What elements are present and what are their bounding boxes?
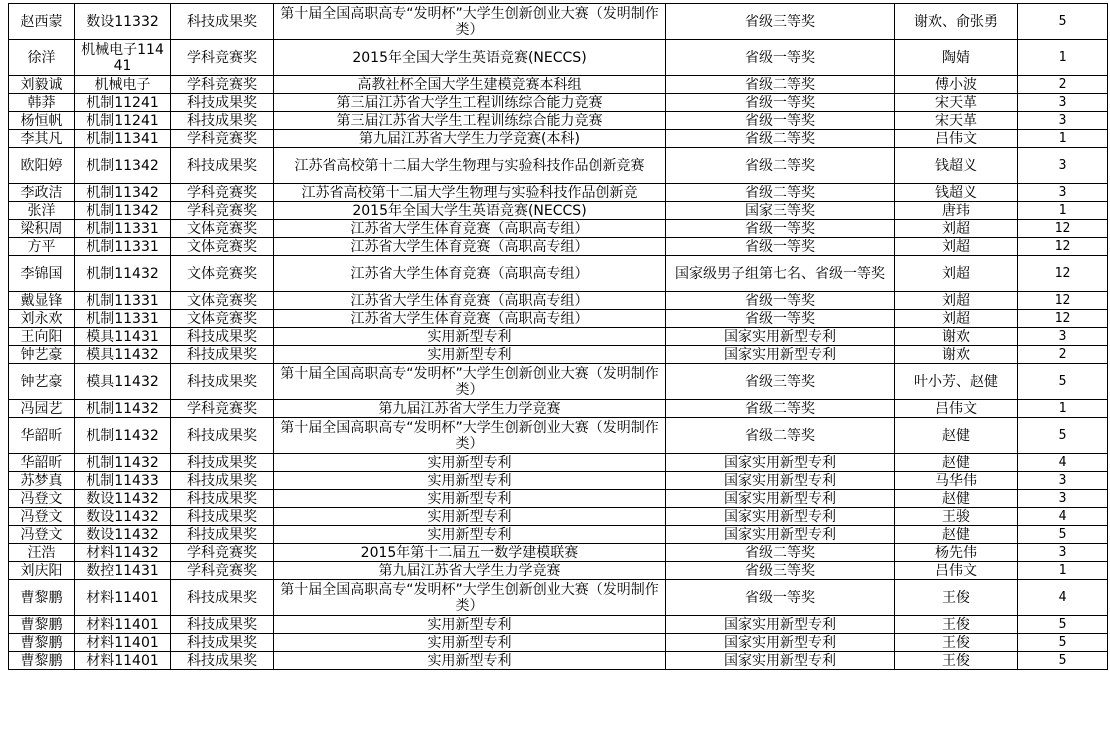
- competition-cell: 第十届全国高职高专“发明杯”大学生创新创业大赛（发明制作类）: [274, 418, 666, 454]
- award-type-cell: 科技成果奖: [171, 328, 274, 346]
- advisor-cell: 唐玮: [895, 202, 1018, 220]
- advisor-cell: 王俊: [895, 616, 1018, 634]
- score-cell: 3: [1018, 490, 1108, 508]
- score-cell: 5: [1018, 634, 1108, 652]
- table-row: [9, 472, 1108, 490]
- competition-cell: 第三届江苏省大学生工程训练综合能力竞赛: [274, 94, 666, 112]
- award-level-cell: 国家实用新型专利: [666, 616, 895, 634]
- award-type-cell: 科技成果奖: [171, 526, 274, 544]
- competition-cell: 实用新型专利: [274, 328, 666, 346]
- student-name-cell: 曹黎鹏: [9, 580, 75, 616]
- score-cell: 3: [1018, 184, 1108, 202]
- student-name-cell: 冯登文: [9, 508, 75, 526]
- competition-cell: 实用新型专利: [274, 346, 666, 364]
- class-cell: 机制11342: [75, 148, 171, 184]
- table-row: [9, 310, 1108, 328]
- advisor-cell: 刘超: [895, 220, 1018, 238]
- award-type-cell: 科技成果奖: [171, 472, 274, 490]
- score-cell: 12: [1018, 292, 1108, 310]
- class-cell: 数设11432: [75, 508, 171, 526]
- score-cell: 5: [1018, 4, 1108, 40]
- award-type-cell: 学科竞赛奖: [171, 400, 274, 418]
- award-type-cell: 文体竞赛奖: [171, 310, 274, 328]
- award-level-cell: 省级一等奖: [666, 310, 895, 328]
- score-cell: 12: [1018, 310, 1108, 328]
- score-cell: 1: [1018, 202, 1108, 220]
- score-cell: 5: [1018, 616, 1108, 634]
- award-level-cell: 省级二等奖: [666, 544, 895, 562]
- score-cell: 5: [1018, 526, 1108, 544]
- table-row: [9, 526, 1108, 544]
- student-name-cell: 李锦国: [9, 256, 75, 292]
- competition-cell: 第九届江苏省大学生力学竞赛(本科): [274, 130, 666, 148]
- score-cell: 12: [1018, 220, 1108, 238]
- award-level-cell: 省级三等奖: [666, 4, 895, 40]
- table-row: [9, 256, 1108, 292]
- table-row: [9, 112, 1108, 130]
- table-row: [9, 184, 1108, 202]
- student-name-cell: 韩莽: [9, 94, 75, 112]
- award-level-cell: 省级一等奖: [666, 112, 895, 130]
- table-row: [9, 4, 1108, 40]
- award-type-cell: 科技成果奖: [171, 418, 274, 454]
- student-name-cell: 梁积周: [9, 220, 75, 238]
- student-name-cell: 冯登文: [9, 490, 75, 508]
- class-cell: 机制11432: [75, 256, 171, 292]
- score-cell: 3: [1018, 148, 1108, 184]
- award-type-cell: 科技成果奖: [171, 112, 274, 130]
- student-name-cell: 华韶昕: [9, 418, 75, 454]
- score-cell: 5: [1018, 652, 1108, 670]
- table-row: [9, 238, 1108, 256]
- competition-cell: 实用新型专利: [274, 526, 666, 544]
- award-level-cell: 省级二等奖: [666, 130, 895, 148]
- award-level-cell: 国家实用新型专利: [666, 472, 895, 490]
- student-name-cell: 戴显锋: [9, 292, 75, 310]
- advisor-cell: 杨先伟: [895, 544, 1018, 562]
- competition-cell: 实用新型专利: [274, 652, 666, 670]
- award-level-cell: 省级二等奖: [666, 400, 895, 418]
- award-level-cell: 国家实用新型专利: [666, 454, 895, 472]
- award-level-cell: 省级一等奖: [666, 94, 895, 112]
- class-cell: 材料11401: [75, 652, 171, 670]
- advisor-cell: 谢欢: [895, 346, 1018, 364]
- advisor-cell: 刘超: [895, 256, 1018, 292]
- advisor-cell: 王俊: [895, 652, 1018, 670]
- award-level-cell: 省级一等奖: [666, 580, 895, 616]
- advisor-cell: 吕伟文: [895, 562, 1018, 580]
- award-type-cell: 文体竞赛奖: [171, 220, 274, 238]
- competition-cell: 第三届江苏省大学生工程训练综合能力竞赛: [274, 112, 666, 130]
- award-level-cell: 国家实用新型专利: [666, 508, 895, 526]
- award-type-cell: 学科竞赛奖: [171, 76, 274, 94]
- award-type-cell: 学科竞赛奖: [171, 40, 274, 76]
- table-row: [9, 508, 1108, 526]
- advisor-cell: 王俊: [895, 634, 1018, 652]
- score-cell: 2: [1018, 76, 1108, 94]
- class-cell: 材料11401: [75, 634, 171, 652]
- award-level-cell: 省级一等奖: [666, 292, 895, 310]
- advisor-cell: 陶婧: [895, 40, 1018, 76]
- table-row: [9, 562, 1108, 580]
- award-level-cell: 国家实用新型专利: [666, 652, 895, 670]
- advisor-cell: 傅小波: [895, 76, 1018, 94]
- class-cell: 机制11241: [75, 112, 171, 130]
- competition-cell: 第十届全国高职高专“发明杯”大学生创新创业大赛（发明制作类）: [274, 4, 666, 40]
- table-row: [9, 616, 1108, 634]
- student-name-cell: 方平: [9, 238, 75, 256]
- competition-cell: 江苏省大学生体育竞赛（高职高专组）: [274, 220, 666, 238]
- advisor-cell: 钱超义: [895, 184, 1018, 202]
- table-row: [9, 148, 1108, 184]
- award-type-cell: 学科竞赛奖: [171, 544, 274, 562]
- score-cell: 5: [1018, 364, 1108, 400]
- class-cell: 材料11401: [75, 580, 171, 616]
- award-type-cell: 科技成果奖: [171, 580, 274, 616]
- competition-cell: 实用新型专利: [274, 508, 666, 526]
- class-cell: 机制11433: [75, 472, 171, 490]
- competition-cell: 第十届全国高职高专“发明杯”大学生创新创业大赛（发明制作类）: [274, 364, 666, 400]
- award-level-cell: 省级三等奖: [666, 364, 895, 400]
- advisor-cell: 吕伟文: [895, 400, 1018, 418]
- advisor-cell: 赵健: [895, 526, 1018, 544]
- student-name-cell: 刘庆阳: [9, 562, 75, 580]
- class-cell: 数设11432: [75, 526, 171, 544]
- student-name-cell: 刘永欢: [9, 310, 75, 328]
- table-row: [9, 328, 1108, 346]
- awards-table-body: [9, 4, 1108, 670]
- competition-cell: 2015年全国大学生英语竞赛(NECCS): [274, 40, 666, 76]
- student-name-cell: 曹黎鹏: [9, 652, 75, 670]
- competition-cell: 第九届江苏省大学生力学竞赛: [274, 562, 666, 580]
- competition-cell: 江苏省高校第十二届大学生物理与实验科技作品创新竞赛: [274, 148, 666, 184]
- award-type-cell: 科技成果奖: [171, 364, 274, 400]
- award-type-cell: 科技成果奖: [171, 346, 274, 364]
- advisor-cell: 赵健: [895, 454, 1018, 472]
- class-cell: 机制11432: [75, 454, 171, 472]
- score-cell: 1: [1018, 40, 1108, 76]
- table-row: [9, 652, 1108, 670]
- score-cell: 3: [1018, 112, 1108, 130]
- award-type-cell: 科技成果奖: [171, 4, 274, 40]
- table-row: [9, 94, 1108, 112]
- award-type-cell: 学科竞赛奖: [171, 202, 274, 220]
- class-cell: 数设11332: [75, 4, 171, 40]
- class-cell: 机制11331: [75, 310, 171, 328]
- advisor-cell: 赵健: [895, 490, 1018, 508]
- award-type-cell: 科技成果奖: [171, 634, 274, 652]
- score-cell: 4: [1018, 454, 1108, 472]
- advisor-cell: 钱超义: [895, 148, 1018, 184]
- student-name-cell: 华韶昕: [9, 454, 75, 472]
- award-type-cell: 文体竞赛奖: [171, 256, 274, 292]
- class-cell: 机制11432: [75, 418, 171, 454]
- advisor-cell: 叶小芳、赵健: [895, 364, 1018, 400]
- competition-cell: 江苏省高校第十二届大学生物理与实验科技作品创新竞: [274, 184, 666, 202]
- student-name-cell: 欧阳婷: [9, 148, 75, 184]
- advisor-cell: 刘超: [895, 292, 1018, 310]
- score-cell: 3: [1018, 94, 1108, 112]
- table-row: [9, 490, 1108, 508]
- table-row: [9, 634, 1108, 652]
- student-name-cell: 冯登文: [9, 526, 75, 544]
- class-cell: 机制11241: [75, 94, 171, 112]
- award-type-cell: 文体竞赛奖: [171, 292, 274, 310]
- competition-cell: 江苏省大学生体育竞赛（高职高专组）: [274, 238, 666, 256]
- competition-cell: 江苏省大学生体育竞赛（高职高专组）: [274, 292, 666, 310]
- advisor-cell: 王俊: [895, 580, 1018, 616]
- award-type-cell: 科技成果奖: [171, 508, 274, 526]
- award-type-cell: 科技成果奖: [171, 652, 274, 670]
- competition-cell: 2015年第十二届五一数学建模联赛: [274, 544, 666, 562]
- class-cell: 机械电子: [75, 76, 171, 94]
- table-row: [9, 346, 1108, 364]
- award-level-cell: 国家实用新型专利: [666, 346, 895, 364]
- advisor-cell: 刘超: [895, 310, 1018, 328]
- table-row: [9, 40, 1108, 76]
- score-cell: 3: [1018, 328, 1108, 346]
- award-type-cell: 科技成果奖: [171, 616, 274, 634]
- award-type-cell: 文体竞赛奖: [171, 238, 274, 256]
- student-name-cell: 曹黎鹏: [9, 634, 75, 652]
- award-level-cell: 省级三等奖: [666, 562, 895, 580]
- class-cell: 机制11432: [75, 400, 171, 418]
- competition-cell: 江苏省大学生体育竞赛（高职高专组）: [274, 256, 666, 292]
- competition-cell: 第十届全国高职高专“发明杯”大学生创新创业大赛（发明制作类）: [274, 580, 666, 616]
- score-cell: 2: [1018, 346, 1108, 364]
- student-name-cell: 赵西蒙: [9, 4, 75, 40]
- award-type-cell: 科技成果奖: [171, 490, 274, 508]
- advisor-cell: 谢欢、俞张勇: [895, 4, 1018, 40]
- award-level-cell: 国家实用新型专利: [666, 490, 895, 508]
- class-cell: 数控11431: [75, 562, 171, 580]
- award-type-cell: 科技成果奖: [171, 94, 274, 112]
- student-name-cell: 钟艺豪: [9, 364, 75, 400]
- award-type-cell: 科技成果奖: [171, 148, 274, 184]
- table-row: [9, 76, 1108, 94]
- competition-cell: 实用新型专利: [274, 634, 666, 652]
- score-cell: 4: [1018, 508, 1108, 526]
- competition-cell: 实用新型专利: [274, 454, 666, 472]
- student-name-cell: 汪浩: [9, 544, 75, 562]
- award-level-cell: 省级一等奖: [666, 238, 895, 256]
- class-cell: 机制11331: [75, 292, 171, 310]
- competition-cell: 2015年全国大学生英语竞赛(NECCS): [274, 202, 666, 220]
- score-cell: 1: [1018, 562, 1108, 580]
- advisor-cell: 吕伟文: [895, 130, 1018, 148]
- table-row: [9, 454, 1108, 472]
- award-level-cell: 国家实用新型专利: [666, 526, 895, 544]
- table-row: [9, 130, 1108, 148]
- award-level-cell: 国家三等奖: [666, 202, 895, 220]
- class-cell: 模具11431: [75, 328, 171, 346]
- class-cell: 材料11432: [75, 544, 171, 562]
- table-row: [9, 580, 1108, 616]
- award-level-cell: 省级一等奖: [666, 220, 895, 238]
- advisor-cell: 宋天革: [895, 94, 1018, 112]
- award-level-cell: 国家实用新型专利: [666, 328, 895, 346]
- student-name-cell: 苏梦真: [9, 472, 75, 490]
- class-cell: 机制11341: [75, 130, 171, 148]
- table-row: [9, 220, 1108, 238]
- award-type-cell: 学科竞赛奖: [171, 562, 274, 580]
- award-type-cell: 科技成果奖: [171, 454, 274, 472]
- score-cell: 12: [1018, 256, 1108, 292]
- advisor-cell: 赵健: [895, 418, 1018, 454]
- awards-table: [8, 3, 1108, 670]
- class-cell: 模具11432: [75, 346, 171, 364]
- score-cell: 4: [1018, 580, 1108, 616]
- student-name-cell: 李其凡: [9, 130, 75, 148]
- class-cell: 机制11342: [75, 184, 171, 202]
- class-cell: 材料11401: [75, 616, 171, 634]
- score-cell: 1: [1018, 400, 1108, 418]
- class-cell: 机制11331: [75, 220, 171, 238]
- award-level-cell: 省级二等奖: [666, 76, 895, 94]
- advisor-cell: 马华伟: [895, 472, 1018, 490]
- score-cell: 3: [1018, 472, 1108, 490]
- competition-cell: 江苏省大学生体育竞赛（高职高专组）: [274, 310, 666, 328]
- table-row: [9, 202, 1108, 220]
- award-level-cell: 省级二等奖: [666, 418, 895, 454]
- award-type-cell: 学科竞赛奖: [171, 130, 274, 148]
- score-cell: 5: [1018, 418, 1108, 454]
- table-row: [9, 400, 1108, 418]
- table-row: [9, 418, 1108, 454]
- table-row: [9, 364, 1108, 400]
- advisor-cell: 谢欢: [895, 328, 1018, 346]
- award-type-cell: 学科竞赛奖: [171, 184, 274, 202]
- award-level-cell: 国家级男子组第七名、省级一等奖: [666, 256, 895, 292]
- student-name-cell: 冯园艺: [9, 400, 75, 418]
- award-level-cell: 省级二等奖: [666, 184, 895, 202]
- award-level-cell: 国家实用新型专利: [666, 634, 895, 652]
- student-name-cell: 钟艺豪: [9, 346, 75, 364]
- table-row: [9, 292, 1108, 310]
- score-cell: 3: [1018, 544, 1108, 562]
- competition-cell: 实用新型专利: [274, 616, 666, 634]
- student-name-cell: 徐洋: [9, 40, 75, 76]
- class-cell: 模具11432: [75, 364, 171, 400]
- competition-cell: 实用新型专利: [274, 472, 666, 490]
- award-level-cell: 省级一等奖: [666, 40, 895, 76]
- competition-cell: 第九届江苏省大学生力学竞赛: [274, 400, 666, 418]
- score-cell: 12: [1018, 238, 1108, 256]
- score-cell: 1: [1018, 130, 1108, 148]
- advisor-cell: 宋天革: [895, 112, 1018, 130]
- student-name-cell: 杨恒帆: [9, 112, 75, 130]
- advisor-cell: 刘超: [895, 238, 1018, 256]
- class-cell: 数设11432: [75, 490, 171, 508]
- advisor-cell: 王骏: [895, 508, 1018, 526]
- table-row: [9, 544, 1108, 562]
- student-name-cell: 张洋: [9, 202, 75, 220]
- competition-cell: 高教社杯全国大学生建模竞赛本科组: [274, 76, 666, 94]
- class-cell: 机械电子11441: [75, 40, 171, 76]
- award-level-cell: 省级二等奖: [666, 148, 895, 184]
- student-name-cell: 刘毅诚: [9, 76, 75, 94]
- student-name-cell: 王向阳: [9, 328, 75, 346]
- competition-cell: 实用新型专利: [274, 490, 666, 508]
- student-name-cell: 曹黎鹏: [9, 616, 75, 634]
- student-name-cell: 李政洁: [9, 184, 75, 202]
- class-cell: 机制11331: [75, 238, 171, 256]
- class-cell: 机制11342: [75, 202, 171, 220]
